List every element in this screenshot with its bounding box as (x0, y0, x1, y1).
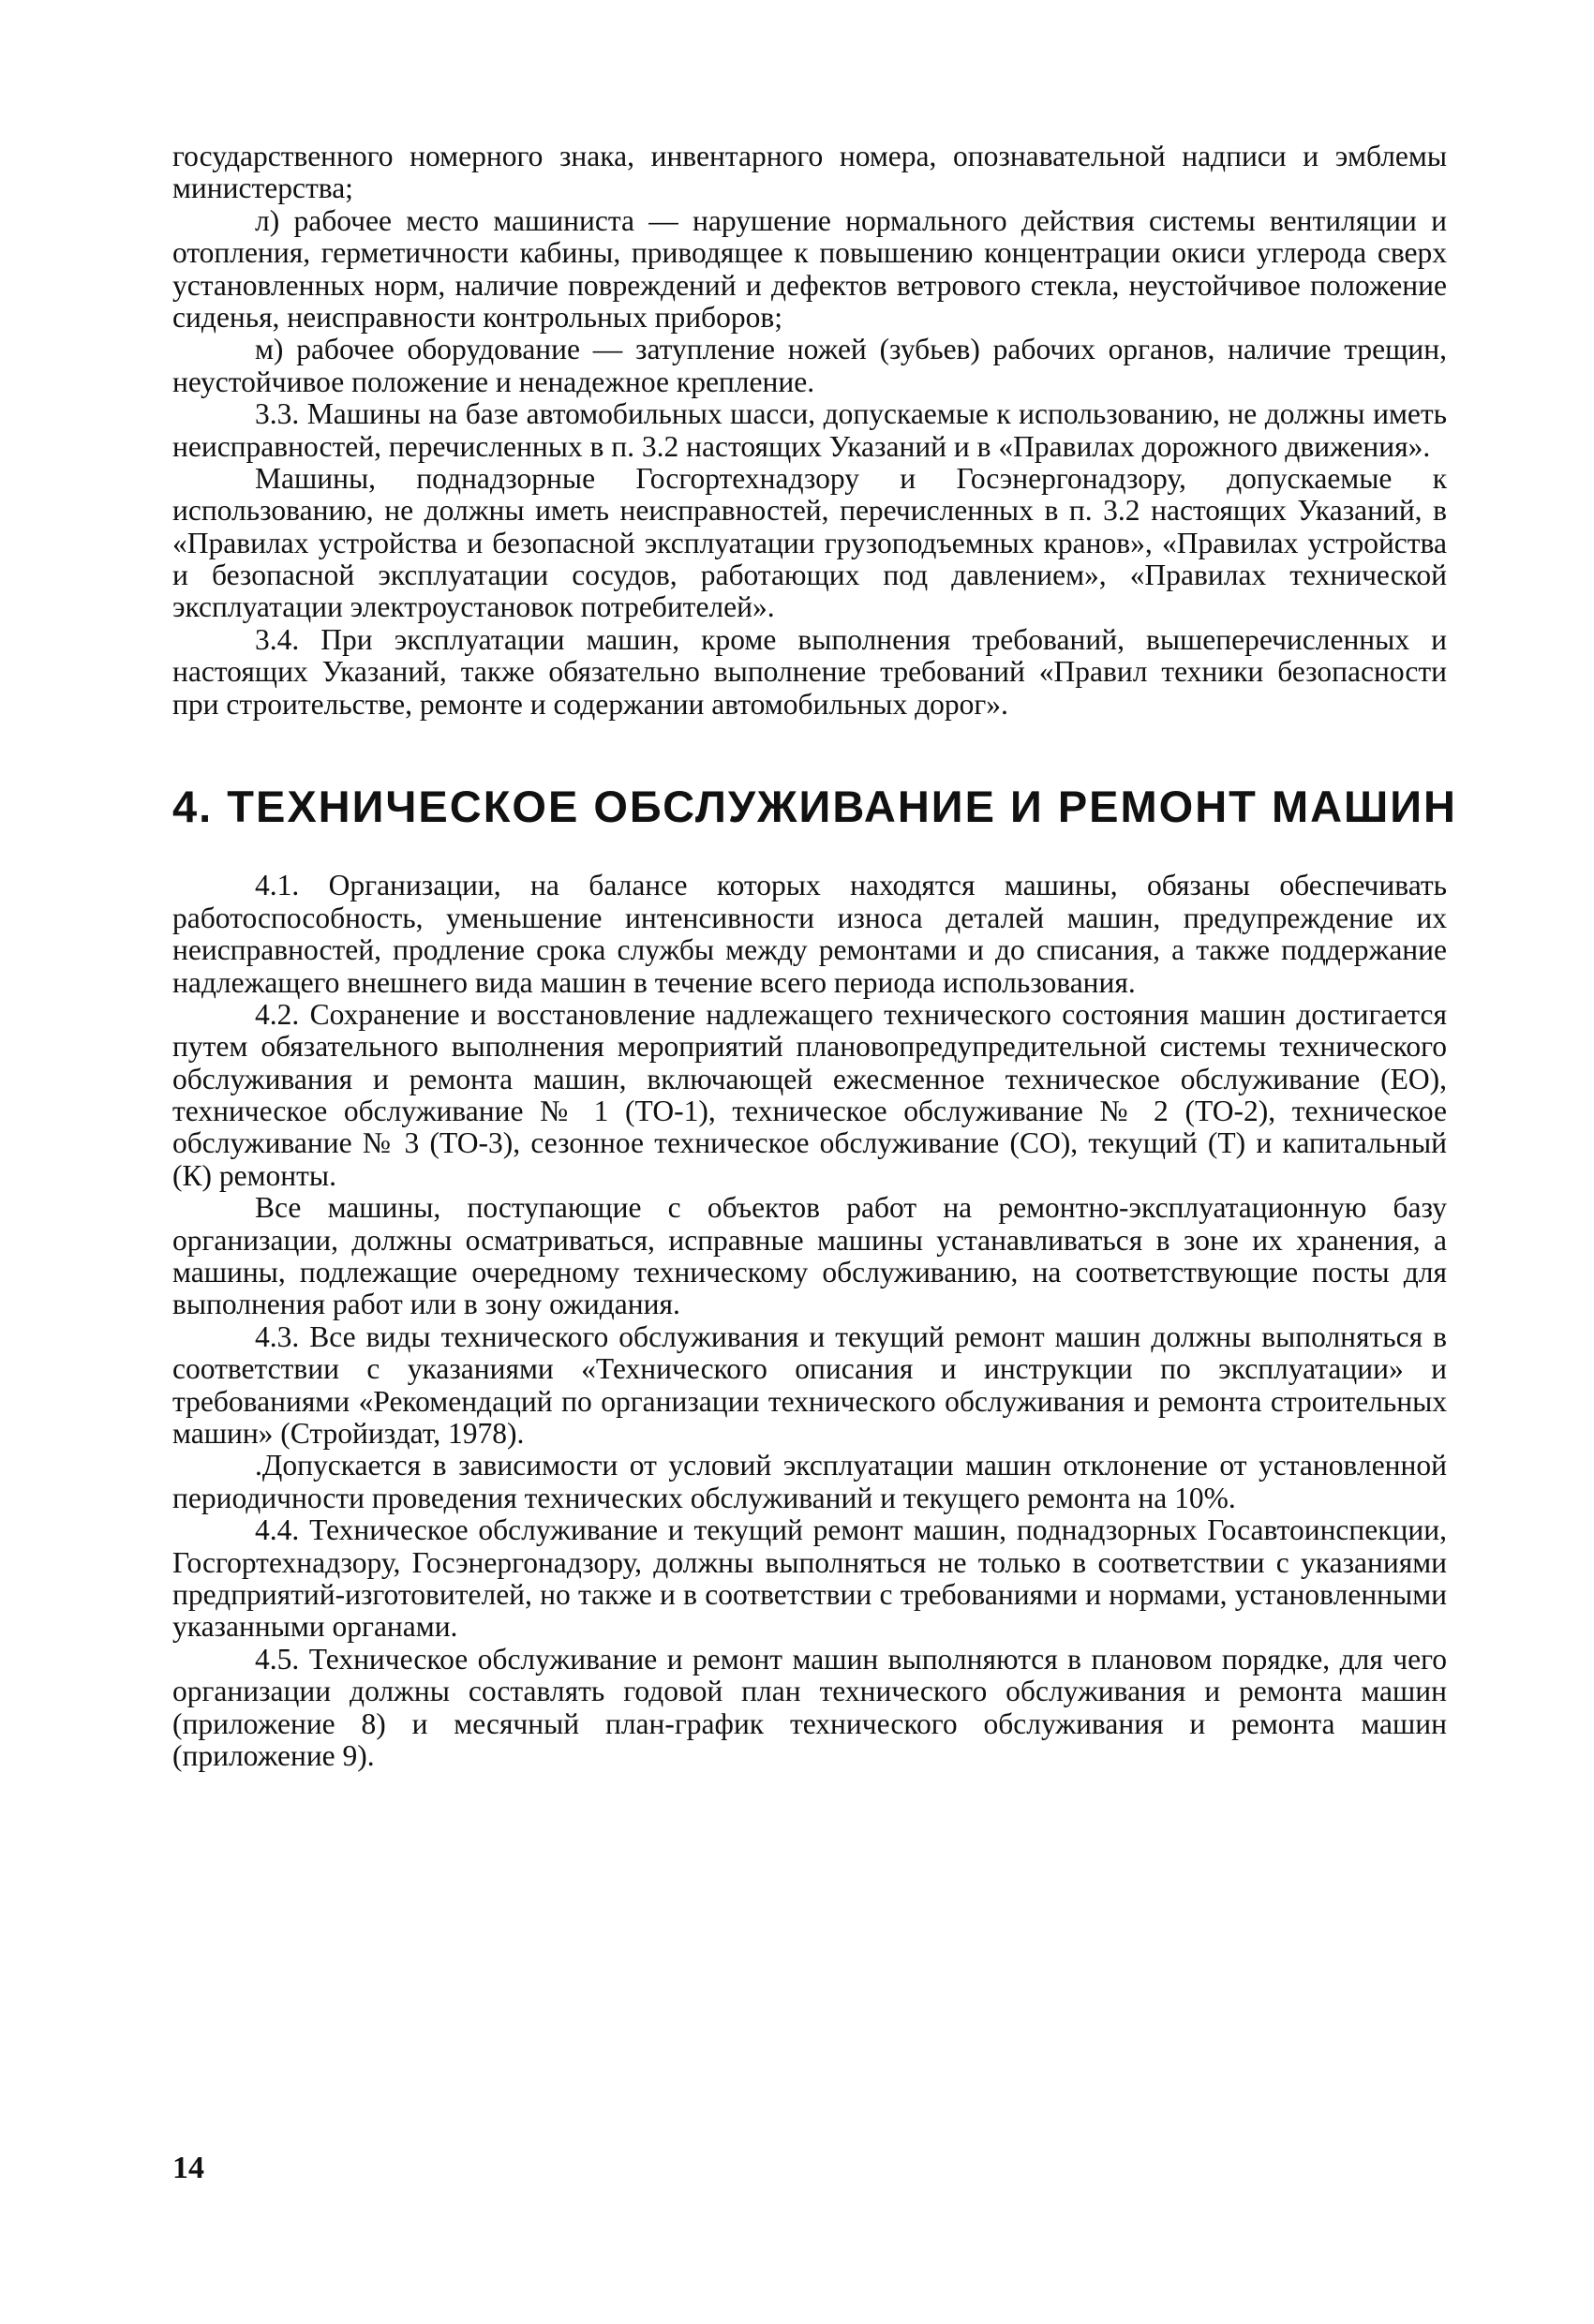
paragraph-3-3-machines: Машины, поднадзорные Госгортехнадзору и Госэнергонадзору, допускаемые к использованию, не должны иметь неисправностей, перечисленных в п. 3.2 настоящих Указаний, в «Правилах устройства и безопасной эксплуатации грузоподъемных кранов», «Правилах устройства и безопасной эксплуатации сосудов, работающих под давлением», «Правилах технической эксплуатации электроустановок потребителей». (172, 461, 1447, 624)
paragraph-4-1: 4.1. Организации, на балансе которых находятся машины, обязаны обеспечивать работоспособность, уменьшение интенсивности износа деталей машин, предупреждение их неисправностей, продление срока службы между ремонтами и до списания, а также поддержание надлежащего внешнего вида машин в течение всего периода использования. (172, 869, 1447, 999)
paragraph-4-4: 4.4. Техническое обслуживание и текущий ремонт машин, поднадзорных Госавтоинспекции, Госгортехнадзору, Госэнергонадзору, должны выполняться не только в соответствии с указаниями предприятий-изготовителей, но также и в соответствии с требованиями и нормами, установленными указанными органами. (172, 1513, 1447, 1644)
document-page (172, 140, 1457, 1772)
paragraph-3-3: 3.3. Машины на базе автомобильных шасси, допускаемые к использованию, не должны иметь неисправностей, перечисленных в п. 3.2 настоящих Указаний и в «Правилах дорожного движения». (172, 397, 1447, 463)
paragraph-continuation: государственного номерного знака, инвентарного номера, опознавательной надписи и эмблемы министерства; (172, 140, 1447, 205)
paragraph-4-5: 4.5. Техническое обслуживание и ремонт машин выполняются в плановом порядке, для чего организации должны составлять годовой план технического обслуживания и ремонта машин (приложение 8) и месячный план-график технического обслуживания и ремонта машин (приложение 9). (172, 1642, 1447, 1772)
paragraph-4-3: 4.3. Все виды технического обслуживания и текущий ремонт машин должны выполняться в соответствии с указаниями «Технического описания и инструкции по эксплуатации» и требованиями «Рекомендаций по организации технического обслуживания и ремонта строительных машин» (Стройиздат, 1978). (172, 1319, 1447, 1450)
page-number: 14 (172, 2151, 204, 2185)
section-heading: 4. ТЕХНИЧЕСКОЕ ОБСЛУЖИВАНИЕ И РЕМОНТ МАШИН (172, 782, 1457, 832)
paragraph-4-3-deviation: .Допускается в зависимости от условий эксплуатации машин отклонение от установленной периодичности проведения технических обслуживаний и текущего ремонта на 10%. (172, 1449, 1447, 1514)
paragraph-4-2-machines: Все машины, поступающие с объектов работ на ремонтно-эксплуатационную базу организации, должны осматриваться, исправные машины устанавливаться в зоне их хранения, а машины, подлежащие очередному техническому обслуживанию, на соответствующие посты для выполнения работ или в зону ожидания. (172, 1191, 1447, 1321)
paragraph-item-l: л) рабочее место машиниста — нарушение нормального действия системы вентиляции и отопления, герметичности кабины, приводящее к повышению концентрации окиси углерода сверх установленных норм, наличие повреждений и дефектов ветрового стекла, неустойчивое положение сиденья, неисправности контрольных приборов; (172, 203, 1447, 334)
paragraph-4-2: 4.2. Сохранение и восстановление надлежащего технического состояния машин достигается путем обязательного выполнения мероприятий плановопредупредительной системы технического обслуживания и ремонта машин, включающей ежесменное техническое обслуживание (ЕО), техническое обслуживание № 1 (ТО-1), техническое обслуживание № 2 (ТО-2), техническое обслуживание № 3 (ТО-3), сезонное техническое обслуживание (СО), текущий (Т) и капитальный (К) ремонты. (172, 997, 1447, 1192)
paragraph-item-m: м) рабочее оборудование — затупление ножей (зубьев) рабочих органов, наличие трещин, неустойчивое положение и ненадежное крепление. (172, 333, 1447, 398)
paragraph-3-4: 3.4. При эксплуатации машин, кроме выполнения требований, вышеперечисленных и настоящих Указаний, также обязательно выполнение требований «Правил техники безопасности при строительстве, ремонте и содержании автомобильных дорог». (172, 622, 1447, 721)
